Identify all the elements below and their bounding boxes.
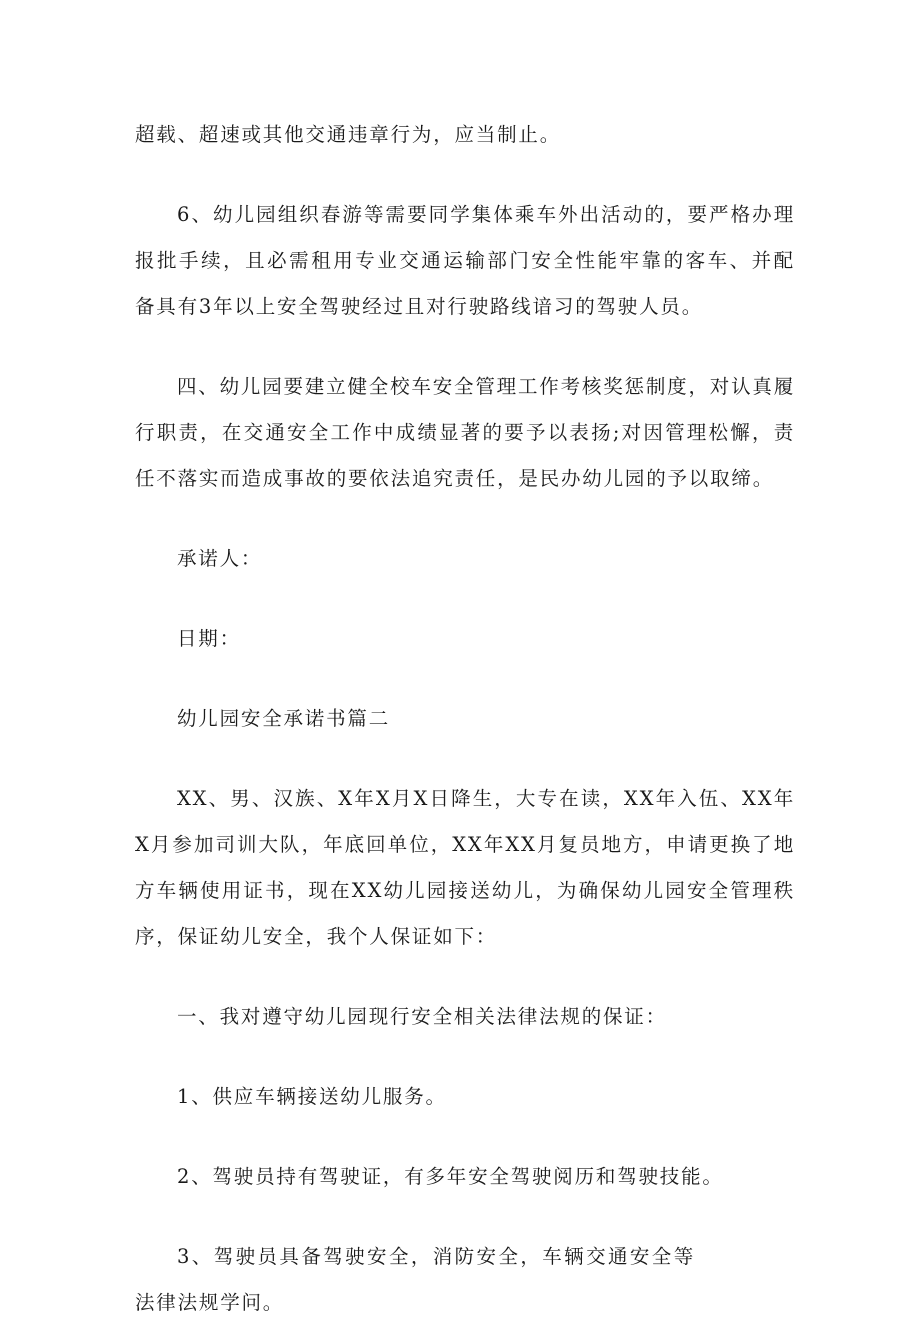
paragraph-item-1-vehicle: 1、供应车辆接送幼儿服务。 bbox=[177, 1085, 447, 1108]
paragraph-section-4-assessment: 四、幼儿园要建立健全校车安全管理工作考核奖惩制度，对认真履行职责，在交通安全工作中成绩显著的要予以表扬;对因管理松懈，责任不落实而造成事故的要依法追究责任，是民办幼儿园的予以取缔。 bbox=[135, 375, 795, 490]
promisor-label: 承诺人： bbox=[177, 547, 263, 570]
paragraph-gap bbox=[135, 582, 795, 616]
paragraph-driver-profile: XX、男、汉族、X年X月X日降生，大专在读，XX年入伍、XX年X月参加司训大队，年底回单位，XX年XX月复员地方，申请更换了地方车辆使用证书，现在XX幼儿园接送幼儿，为确保幼儿园安全管理秩序，保证幼儿安全，我个人保证如下： bbox=[135, 787, 795, 948]
section-title-part-two: 幼儿园安全承诺书篇二 bbox=[177, 707, 391, 730]
paragraph-gap bbox=[135, 742, 795, 776]
paragraph-gap bbox=[135, 158, 795, 192]
paragraph-section-1-guarantee: 一、我对遵守幼儿园现行安全相关法律法规的保证： bbox=[177, 1005, 667, 1028]
paragraph-item-2-license: 2、驾驶员持有驾驶证，有多年安全驾驶阅历和驾驶技能。 bbox=[177, 1165, 724, 1188]
paragraph-gap bbox=[135, 1200, 795, 1234]
paragraph-gap bbox=[135, 960, 795, 994]
paragraph-gap bbox=[135, 330, 795, 364]
paragraph-gap bbox=[135, 1040, 795, 1074]
paragraph-gap bbox=[135, 1120, 795, 1154]
paragraph-gap bbox=[135, 662, 795, 696]
document-body bbox=[135, 112, 795, 1326]
paragraph-overload-warning: 超载、超速或其他交通违章行为，应当制止。 bbox=[135, 123, 562, 146]
paragraph-gap bbox=[135, 502, 795, 536]
paragraph-item-3-knowledge: 3、驾驶员具备驾驶安全，消防安全，车辆交通安全等法律法规学问。 bbox=[135, 1245, 695, 1314]
date-label: 日期： bbox=[177, 627, 241, 650]
paragraph-item-6-spring-outing: 6、幼儿园组织春游等需要同学集体乘车外出活动的，要严格办理报批手续，且必需租用专业交通运输部门安全性能牢靠的客车、并配备具有3年以上安全驾驶经过且对行驶路线谙习的驾驶人员。 bbox=[135, 203, 795, 318]
